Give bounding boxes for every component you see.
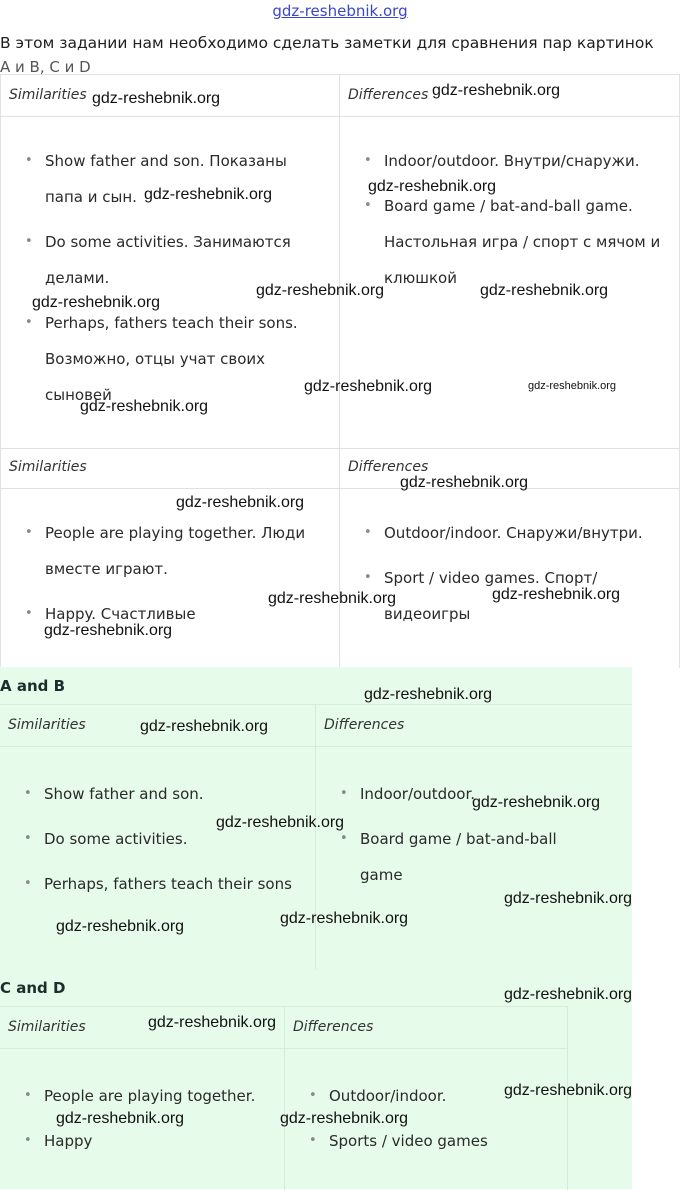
ab-differences-header: Differences (316, 705, 632, 747)
intro-text: В этом задании нам необходимо сделать заметки для сравнения пар картинок (0, 34, 654, 52)
watermark: gdz-reshebnik.org (176, 494, 305, 511)
watermark: gdz-reshebnik.org (304, 378, 433, 395)
watermark: gdz-reshebnik.org (492, 586, 621, 603)
watermark: gdz-reshebnik.org (400, 474, 529, 491)
list-item: • Do some activities. Занимаются делами. (1, 224, 329, 296)
section-cd-title: C and D (0, 979, 66, 997)
table2-similarities-cell (1, 489, 340, 668)
table2-differences-cell (340, 489, 680, 668)
list-item: • Happy (0, 1123, 280, 1159)
watermark: gdz-reshebnik.org (56, 1110, 185, 1127)
list-item: • Show father and son. (0, 776, 305, 812)
list-item: • People are playing together. Люди вместе играют. (1, 515, 329, 587)
list-item: • Happy. Счастливые (1, 596, 329, 632)
table2-similarities-header: Similarities (1, 447, 340, 489)
watermark: gdz-reshebnik.org (432, 82, 561, 99)
watermark: gdz-reshebnik.org (80, 398, 209, 415)
table1-similarities-header: Similarities (1, 75, 340, 117)
table1-differences-list (340, 143, 679, 296)
watermark: gdz-reshebnik.org (32, 294, 161, 311)
watermark: gdz-reshebnik.org (504, 1082, 633, 1099)
watermark: gdz-reshebnik.org (148, 1014, 277, 1031)
watermark: gdz-reshebnik.org (144, 186, 273, 203)
list-item: • Perhaps, fathers teach their sons. Возможно, отцы учат своих сыновей (1, 305, 329, 413)
watermark: gdz-reshebnik.org (256, 282, 385, 299)
watermark: gdz-reshebnik.org (528, 380, 617, 392)
ab-similarities-cell (0, 747, 316, 970)
watermark: gdz-reshebnik.org (368, 178, 497, 195)
table2-similarities-list (1, 515, 339, 632)
list-item: • Sport / video games. Спорт/ видеоигры (340, 560, 671, 632)
watermark: gdz-reshebnik.org (280, 910, 409, 927)
watermark: gdz-reshebnik.org (480, 282, 609, 299)
watermark: gdz-reshebnik.org (504, 890, 633, 907)
watermark: gdz-reshebnik.org (216, 814, 345, 831)
cd-differences-header: Differences (285, 1007, 568, 1049)
table1-similarities-list (1, 143, 339, 413)
list-item: • Indoor/outdoor. Внутри/снаружи. (340, 143, 671, 179)
site-link[interactable]: gdz-reshebnik.org (272, 2, 408, 20)
cd-similarities-header: Similarities (0, 1007, 285, 1049)
table1-differences-header: Differences (340, 75, 680, 117)
list-item: • Do some activities. (0, 821, 305, 857)
table2-differences-list (340, 515, 679, 632)
list-item: • Board game / bat-and-ball game (316, 821, 602, 893)
list-item: • Show father and son. Показаны папа и сын. (1, 143, 329, 215)
list-item: • Board game / bat-and-ball game. Настольная игра / спорт с мячом и клюшкой (340, 188, 671, 296)
ab-similarities-list (0, 776, 315, 902)
list-item: • Indoor/outdoor. (316, 776, 602, 812)
watermark: gdz-reshebnik.org (504, 986, 633, 1003)
list-item: • Outdoor/indoor. (285, 1078, 563, 1114)
list-item: • Sports / video games (285, 1123, 563, 1159)
intro-cut-text: A и B, C и D (0, 58, 91, 76)
ab-differences-cell (316, 747, 632, 970)
list-item: • Perhaps, fathers teach their sons (0, 866, 305, 902)
watermark: gdz-reshebnik.org (140, 718, 269, 735)
watermark: gdz-reshebnik.org (268, 590, 397, 607)
watermark: gdz-reshebnik.org (44, 622, 173, 639)
list-item: • People are playing together. (0, 1078, 280, 1114)
watermark: gdz-reshebnik.org (92, 90, 221, 107)
watermark: gdz-reshebnik.org (56, 918, 185, 935)
ab-similarities-header: Similarities (0, 705, 316, 747)
watermark: gdz-reshebnik.org (280, 1110, 409, 1127)
section-ab-title: A and B (0, 677, 66, 695)
table2-differences-header: Differences (340, 447, 680, 489)
watermark: gdz-reshebnik.org (472, 794, 601, 811)
list-item: • Outdoor/indoor. Снаружи/внутри. (340, 515, 671, 551)
watermark: gdz-reshebnik.org (364, 686, 493, 703)
